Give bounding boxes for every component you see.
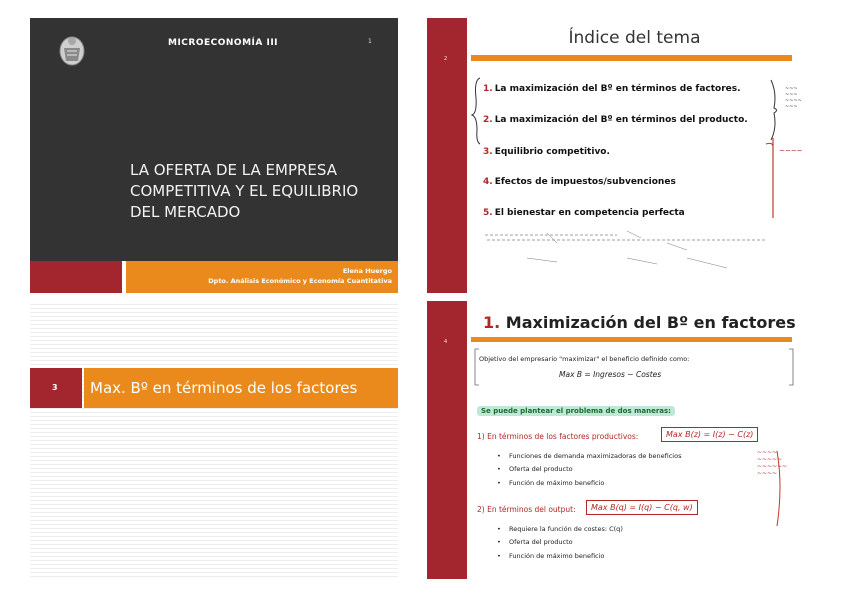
page-number: 2: [444, 56, 448, 62]
way-1-formula-box: Max B(z) = I(z) − C(z): [661, 427, 758, 442]
page-number: 1: [368, 38, 372, 45]
section-title: Max. Bº en términos de los factores: [90, 379, 358, 397]
page-number: 4: [444, 339, 448, 345]
course-name: MICROECONOMÍA III: [168, 38, 279, 48]
university-crest-icon: [58, 34, 86, 66]
way-1-bullet: • Función de máximo beneficio: [509, 479, 604, 487]
way-1-bullet: • Funciones de demanda maximizadoras de beneficios: [509, 452, 681, 460]
way-2-bullet: • Función de máximo beneficio: [509, 552, 604, 560]
index-item-2: 2. La maximización del Bº en términos del producto.: [483, 115, 748, 125]
way-2-bullet: • Oferta del producto: [509, 538, 573, 546]
slide-2-index[interactable]: [427, 18, 802, 293]
slide-title: Índice del tema: [568, 28, 701, 48]
index-item-1: 1. La maximización del Bº en términos de factores.: [483, 84, 741, 94]
way-2-bullet: • Requiere la función de costes: C(q): [509, 525, 623, 533]
author-name: Elena Huergo: [342, 267, 392, 275]
slide-title: 1. Maximización del Bº en factores: [483, 313, 796, 332]
way-1-bullet: • Oferta del producto: [509, 465, 573, 473]
author-block: [208, 266, 392, 286]
handwritten-note-red: ~~~~ ~~~~~ ~~~~~~ ~~~~: [757, 449, 788, 477]
profit-formula: Max B = Ingresos − Costes: [559, 370, 662, 379]
way-1-heading: 1) En términos de los factores productivos:: [477, 432, 639, 441]
slide-3-section[interactable]: [30, 301, 398, 579]
department: Dpto. Análisis Económico y Economía Cuantitativa: [208, 277, 392, 285]
highlight-text: Se puede plantear el problema de dos maneras:: [477, 406, 675, 416]
handwritten-note-red: ~~~~: [779, 147, 802, 155]
index-item-5: 5. El bienestar en competencia perfecta: [483, 208, 685, 218]
slide-1-title[interactable]: [30, 18, 398, 293]
handwritten-note-right: ~~~ ~~~ ~~~~ ~~~: [785, 86, 802, 110]
accent-bar-red: [30, 261, 122, 293]
way-2-formula-box: Max B(q) = I(q) − C(q, w): [586, 500, 698, 515]
section-number: 3: [52, 383, 58, 392]
objective-text: Objetivo del empresario "maximizar" el beneficio definido como:: [479, 355, 690, 363]
handwritten-annotations: [427, 18, 802, 293]
index-item-4: 4. Efectos de impuestos/subvenciones: [483, 177, 676, 187]
index-item-3: 3. Equilibrio competitivo.: [483, 147, 610, 157]
slide-title: LA OFERTA DE LA EMPRESA COMPETITIVA Y EL EQUILIBRIO DEL MERCADO: [130, 161, 359, 221]
way-2-heading: 2) En términos del output:: [477, 505, 576, 514]
slide-4-content[interactable]: [427, 301, 802, 579]
